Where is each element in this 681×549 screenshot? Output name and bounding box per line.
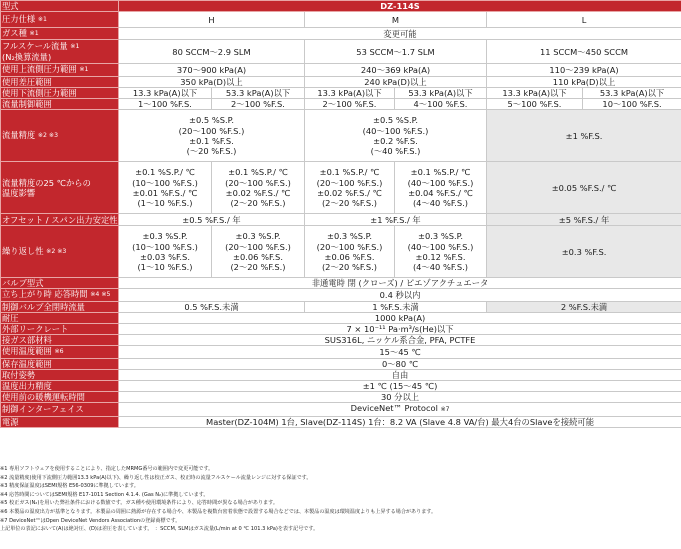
outlet-cell: 13.3 kPa(A)以下 [487,87,583,98]
footnote: ※5 校正ガス(N₂)を用いた弊社条件における数値です。ガス種や使用環境条件により、応答時間が異なる場合があります。 [0,500,278,507]
row-label: ガス種 [2,28,27,39]
table-row [1,403,681,416]
accuracy-l: ±1 %F.S. [487,110,681,162]
row-label: 制御バルブ全閉時流量 [1,301,119,312]
storage-temp-value: 0〜80 ℃ [119,358,681,369]
value-line: (2〜20 %F.S.) [321,197,378,208]
value-line: (10〜100 %F.S.) [132,177,198,188]
offset-l: ±5 %F.S./ 年 [487,214,681,226]
row-label: 繰り返し性 [2,246,44,257]
value-line: (1〜10 %F.S.) [137,261,193,272]
offset-m: ±1 %F.S./ 年 [305,214,487,226]
footnote: ※3 精度保証温度はSEMI規格 E56-0309に準拠しています。 [0,483,139,490]
value-line: (2〜20 %F.S.) [230,197,286,208]
table-row [1,87,681,98]
external-leak-value: 7 × 10⁻¹¹ Pa·m³/s(He)以下 [119,324,681,335]
table-row [1,226,681,278]
repeat-cell [305,226,395,278]
row-label: フルスケール流量 [2,41,68,52]
footnotes [0,465,681,534]
gas-type-value: 変更可能 [119,28,681,40]
mount-value: 自由 [119,369,681,380]
table-row [1,301,681,312]
value-line: ±0.1 %F.S. [189,135,234,146]
value-line: (20〜100 %F.S.) [225,241,291,252]
note-ref: ※1 [70,43,80,51]
row-label: 電源 [1,416,119,427]
repeat-cell [119,226,212,278]
footnote: 上記単位の表記において(A)は絶対圧、(D)は差圧を表しています。 ：SCCM, SLMはガス流量(L/min at 0 ℃ 101.3 kPa)を表す記号です。 [0,526,319,533]
value-line: (4〜40 %F.S.) [412,261,469,272]
value-line: (〜20 %F.S.) [186,145,237,156]
temp-effect-cell [212,162,305,214]
table-row [1,358,681,369]
note-ref: ※1 [79,66,89,74]
value-line: ±0.12 %F.S. [415,251,466,262]
value-line: ±0.5 %S.P. [373,115,418,126]
value-line: (〜40 %F.S.) [370,145,421,156]
row-label: 立ち上がり時 応答時間 [2,289,88,300]
note-ref: ※2 ※3 [37,132,59,140]
note-ref: ※4 ※5 [90,291,111,299]
table-row [1,289,681,301]
value-line: (4〜40 %F.S.) [412,197,469,208]
row-label: 使用差圧範囲 [1,76,119,87]
pressure-m: M [305,12,487,28]
row-label: 接ガス部材料 [1,335,119,346]
footnote: ※6 本製品の温度出力が基準となります。本製品の周囲に熱源が存在する場合や、本製品を複数台密着状態で設置する場合などでは、本製品の温度は環境温度よりも上昇する場合があります。 [0,508,437,515]
footnote: ※2 流量精度(使用下流側圧力範囲13.3 kPa(A)以下)、繰り返し性は校正ガス、校正時の流量フルスケール流量レンジに対する保証です。 [0,474,312,481]
table-row [1,278,681,289]
value-line: ±0.3 %S.P. [142,231,188,242]
value-line: ±0.04 %F.S./ ℃ [408,187,473,198]
repeat-cell [212,226,305,278]
temp-effect-cell [395,162,487,214]
inlet-l: 110〜239 kPa(A) [487,64,681,76]
op-temp-value: 15〜45 ℃ [119,346,681,358]
row-label-line2: (N₂換算流量) [2,52,52,63]
diff-h: 350 kPa(D)以上 [119,76,305,87]
table-row [1,110,681,162]
note-ref: ※2 ※3 [46,248,67,256]
row-label: 使用下流側圧力範囲 [1,87,119,98]
value-line: (2〜20 %F.S.) [230,261,286,272]
warmup-value: 30 分以上 [119,392,681,403]
proof-pressure-value: 1000 kPa(A) [119,312,681,323]
control-cell: 2〜100 %F.S. [305,99,395,110]
table-row [1,40,681,64]
value-line: ±0.06 %F.S. [324,251,375,262]
outlet-cell: 53.3 kPa(A)以下 [212,87,305,98]
value-line: (1〜10 %F.S.) [137,197,193,208]
table-row [1,346,681,358]
table-row [1,162,681,214]
value-line: ±0.1 %S.P./ ℃ [228,167,288,178]
control-cell: 1〜100 %F.S. [119,99,212,110]
value-line: (20〜100 %F.S.) [316,241,383,252]
value-line: ±0.06 %F.S. [233,251,283,262]
control-cell: 5〜100 %F.S. [487,99,583,110]
offset-h: ±0.5 %F.S./ 年 [119,214,305,226]
repeat-cell [395,226,487,278]
value-line: (20〜100 %F.S.) [178,125,245,136]
value-line: ±0.3 %S.P. [418,231,463,242]
temp-effect-l: ±0.05 %F.S./ ℃ [487,162,681,214]
model-name: DZ-114S [119,1,681,12]
note-ref: ※7 [440,406,450,414]
model-label: 型式 [1,1,119,12]
value-line: ±0.01 %F.S./ ℃ [132,187,198,198]
row-label: 耐圧 [1,312,119,323]
value-line: ±0.3 %S.P. [235,231,281,242]
full-scale-l: 11 SCCM〜450 SCCM [487,40,681,64]
control-cell: 2〜100 %F.S. [212,99,305,110]
diff-l: 110 kPa(D)以上 [487,76,681,87]
value-line: (10〜100 %F.S.) [132,241,198,252]
temp-effect-cell [305,162,395,214]
repeat-l: ±0.3 %F.S. [487,226,681,278]
power-value: Master(DZ-104M) 1台, Slave(DZ-114S) 1台：8.2 VA (Slave 4.8 VA/台) 最大4台のSlaveを接続可能 [119,416,681,427]
table-row [1,214,681,226]
leak-h: 0.5 %F.S.未満 [119,301,305,312]
row-label: 制御インターフェイス [1,403,119,416]
table-row [1,369,681,380]
footnote: ※1 専用ソフトウェアを使用することにより、指定したMRMG番号の範囲内で変更可能です。 [0,466,214,472]
value-line: ±0.2 %F.S. [373,135,418,146]
row-label: 使用上流側圧力範囲 [2,64,77,75]
row-label: 流量精度の25 ℃からの [2,177,91,188]
table-row [1,324,681,335]
leak-m: 1 %F.S.未満 [305,301,487,312]
pressure-h: H [119,12,305,28]
header-row [1,1,681,12]
value-line: (40〜100 %F.S.) [407,177,474,188]
value-line: (40〜100 %F.S.) [407,241,474,252]
valve-type-value: 非通電時 閉 (クローズ) / ピエゾアクチュエータ [119,278,681,289]
table-row [1,392,681,403]
value-line: ±0.1 %S.P./ ℃ [135,167,195,178]
value-line: ±0.03 %F.S. [140,251,190,262]
table-row [1,64,681,76]
value-line: (20〜100 %F.S.) [316,177,383,188]
diff-m: 240 kPa(D)以上 [305,76,487,87]
inlet-m: 240〜369 kPa(A) [305,64,487,76]
row-label: 保存温度範囲 [1,358,119,369]
row-label: 取付姿勢 [1,369,119,380]
value-line: ±0.02 %F.S./ ℃ [225,187,291,198]
row-label: 流量精度 [2,130,36,141]
value-line: ±0.1 %S.P./ ℃ [410,167,471,178]
full-scale-m: 53 SCCM〜1.7 SLM [305,40,487,64]
row-label: 外部リークレート [1,324,119,335]
value-line: (20〜100 %F.S.) [225,177,291,188]
note-ref: ※6 [54,348,64,356]
footnote: ※7 DeviceNet™はOpen DeviceNet Vendors Associationの登録商標です。 [0,517,181,524]
footnote: ※4 応答時間についてはSEMI規格 E17-1011 Section 4.1.4. (Gas N₂)に準拠しています。 [0,491,209,498]
table-row [1,416,681,427]
row-label: 使用前の暖機運転時間 [1,392,119,403]
value-line: ±0.1 %S.P./ ℃ [319,167,380,178]
temp-effect-cell [119,162,212,214]
row-label: 流量制御範囲 [1,99,119,110]
table-row [1,99,681,110]
table-row [1,335,681,346]
inlet-h: 370〜900 kPa(A) [119,64,305,76]
control-cell: 4〜100 %F.S. [395,99,487,110]
response-value: 0.4 秒以内 [119,289,681,301]
leak-l: 2 %F.S.未満 [487,301,681,312]
value-line: ±0.3 %S.P. [327,231,372,242]
full-scale-h: 80 SCCM〜2.9 SLM [119,40,305,64]
table-row [1,28,681,40]
value-line: ±0.5 %S.P. [189,115,234,126]
row-label: バルブ型式 [1,278,119,289]
temp-accuracy-value: ±1 ℃ (15〜45 ℃) [119,381,681,392]
table-row [1,12,681,28]
table-row [1,76,681,87]
outlet-cell: 13.3 kPa(A)以下 [305,87,395,98]
control-cell: 10〜100 %F.S. [583,99,681,110]
interface-value: DeviceNet™ Protocol [350,403,438,414]
value-line: ±0.02 %F.S./ ℃ [317,187,382,198]
table-row [1,381,681,392]
table-row [1,312,681,323]
row-label: オフセット / スパン出力安定性 [2,214,118,225]
value-line: (40〜100 %F.S.) [362,125,429,136]
wetted-material-value: SUS316L, ニッケル系合金, PFA, PCTFE [119,335,681,346]
row-label-line2: 温度影響 [2,187,36,198]
row-label: 使用温度範囲 [2,346,52,357]
note-ref: ※1 [29,30,39,38]
row-label: 圧力仕様 [2,14,36,25]
accuracy-h [119,110,305,162]
row-label: 温度出力精度 [1,381,119,392]
value-line: (2〜20 %F.S.) [321,261,378,272]
outlet-cell: 53.3 kPa(A)以下 [583,87,681,98]
outlet-cell: 13.3 kPa(A)以下 [119,87,212,98]
note-ref: ※1 [37,16,47,24]
accuracy-m [305,110,487,162]
outlet-cell: 53.3 kPa(A)以下 [395,87,487,98]
pressure-l: L [487,12,681,28]
